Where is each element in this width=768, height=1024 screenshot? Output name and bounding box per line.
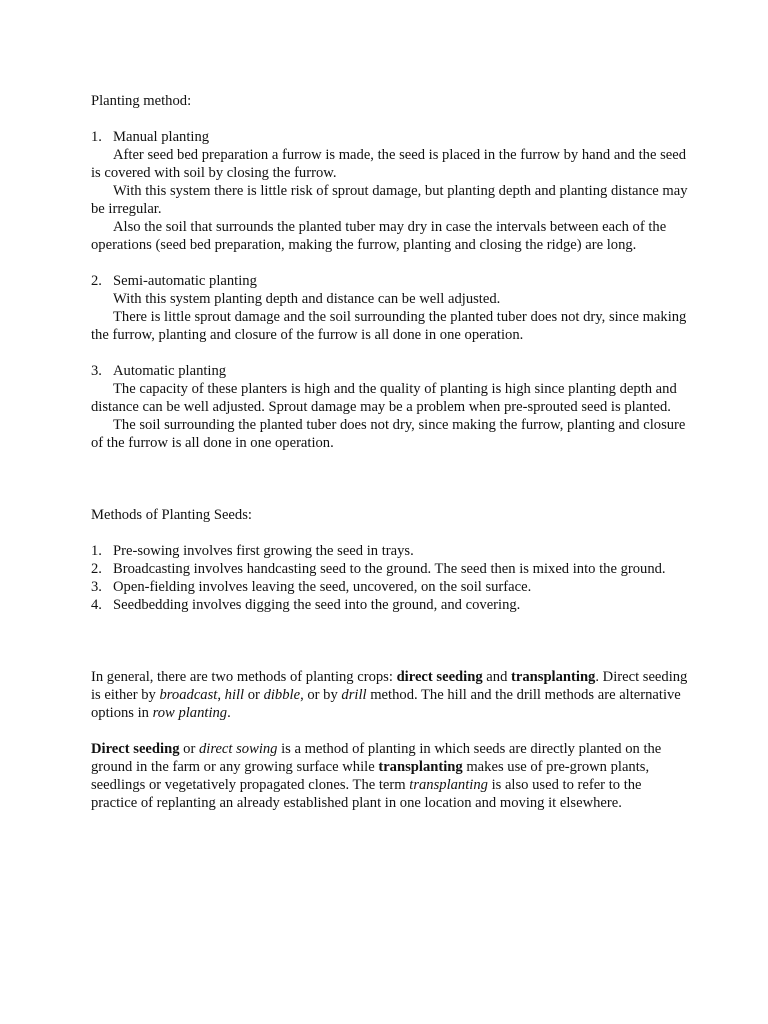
bold-term: direct seeding xyxy=(396,669,483,685)
italic-term: drill xyxy=(341,687,367,703)
method-title-text: Manual planting xyxy=(113,129,210,145)
method-paragraph: With this system planting depth and distance can be well adjusted. xyxy=(113,291,501,307)
method-paragraph: The capacity of these planters is high and the quality of planting is high since planting depth and distance can be well adjusted. Sprout damage may be a problem when pre-sprouted seed is planted. xyxy=(91,381,677,415)
text-run: is a method of planting in which seeds are directly planted on the ground in the farm or any growing surface while xyxy=(91,741,662,775)
bold-term: Direct seeding xyxy=(91,741,180,757)
list-item xyxy=(91,578,691,596)
italic-term: row planting xyxy=(152,705,228,721)
spacer xyxy=(91,110,691,128)
seed-methods-list xyxy=(91,542,691,614)
list-item-number: 3. xyxy=(91,579,102,595)
list-item-text: Broadcasting involves handcasting seed to the ground. The seed then is mixed into the ground. xyxy=(113,561,666,577)
method-title xyxy=(91,128,691,146)
method-number: 1. xyxy=(91,129,102,145)
method-paragraph: With this system there is little risk of sprout damage, but planting depth and planting distance may be irregular. xyxy=(91,183,688,217)
general-methods-paragraph xyxy=(91,668,691,722)
italic-term: dibble xyxy=(263,687,301,703)
italic-term: transplanting xyxy=(409,777,488,793)
method-paragraph: Also the soil that surrounds the planted tuber may dry in case the intervals between each of the operations (seed bed preparation, making the furrow, planting and closing the ridge) are long. xyxy=(91,219,667,253)
text-run: In general, there are two methods of planting crops: xyxy=(91,669,397,685)
method-paragraph: After seed bed preparation a furrow is made, the seed is placed in the furrow by hand and the seed is covered with soil by closing the furrow. xyxy=(91,147,686,181)
method-manual-planting xyxy=(91,128,691,254)
method-paragraph: There is little sprout damage and the soil surrounding the planted tuber does not dry, since making the furrow, planting and closure of the furrow is all done in one operation. xyxy=(91,309,687,343)
list-item xyxy=(91,542,691,560)
list-item-number: 2. xyxy=(91,561,102,577)
document-page xyxy=(91,92,691,812)
text-run: makes use of pre-grown plants, seedlings or vegetatively propagated clones. The term xyxy=(91,759,650,793)
direct-seeding-paragraph xyxy=(91,740,691,812)
planting-method-heading: Planting method: xyxy=(91,93,192,109)
method-automatic-planting xyxy=(91,362,691,452)
italic-term: broadcast xyxy=(159,687,218,703)
list-item-text: Open-fielding involves leaving the seed, uncovered, on the soil surface. xyxy=(113,579,532,595)
method-semi-automatic-planting xyxy=(91,272,691,344)
list-item xyxy=(91,560,691,578)
text-run: and xyxy=(482,669,512,685)
list-item xyxy=(91,596,691,614)
spacer xyxy=(91,452,691,506)
method-title-text: Semi-automatic planting xyxy=(113,273,257,289)
bold-term: transplanting xyxy=(378,759,463,775)
method-number: 2. xyxy=(91,273,102,289)
method-paragraph: The soil surrounding the planted tuber does not dry, since making the furrow, planting and closure of the furrow is all done in one operation. xyxy=(91,417,686,451)
spacer xyxy=(91,254,691,272)
text-run: . xyxy=(227,705,231,721)
methods-of-planting-seeds-heading: Methods of Planting Seeds: xyxy=(91,507,252,523)
method-title xyxy=(91,272,691,290)
spacer xyxy=(91,524,691,542)
text-run: method. The hill and the drill methods are alternative options in xyxy=(91,687,681,721)
list-item-text: Pre-sowing involves first growing the seed in trays. xyxy=(113,543,414,559)
list-item-number: 1. xyxy=(91,543,102,559)
method-title-text: Automatic planting xyxy=(113,363,227,379)
text-run: , xyxy=(217,687,225,703)
text-run: or xyxy=(179,741,199,757)
text-run: . Direct seeding is either by xyxy=(91,669,688,703)
method-title xyxy=(91,362,691,380)
list-item-number: 4. xyxy=(91,597,102,613)
spacer xyxy=(91,614,691,668)
italic-term: hill xyxy=(224,687,245,703)
text-run: or xyxy=(244,687,264,703)
text-run: is also used to refer to the practice of replanting an already established plant in one location and moving it elsewhere. xyxy=(91,777,642,811)
spacer xyxy=(91,344,691,362)
spacer xyxy=(91,722,691,740)
bold-term: transplanting xyxy=(511,669,596,685)
text-run: , or by xyxy=(300,687,342,703)
method-number: 3. xyxy=(91,363,102,379)
italic-term: direct sowing xyxy=(198,741,278,757)
list-item-text: Seedbedding involves digging the seed into the ground, and covering. xyxy=(113,597,521,613)
